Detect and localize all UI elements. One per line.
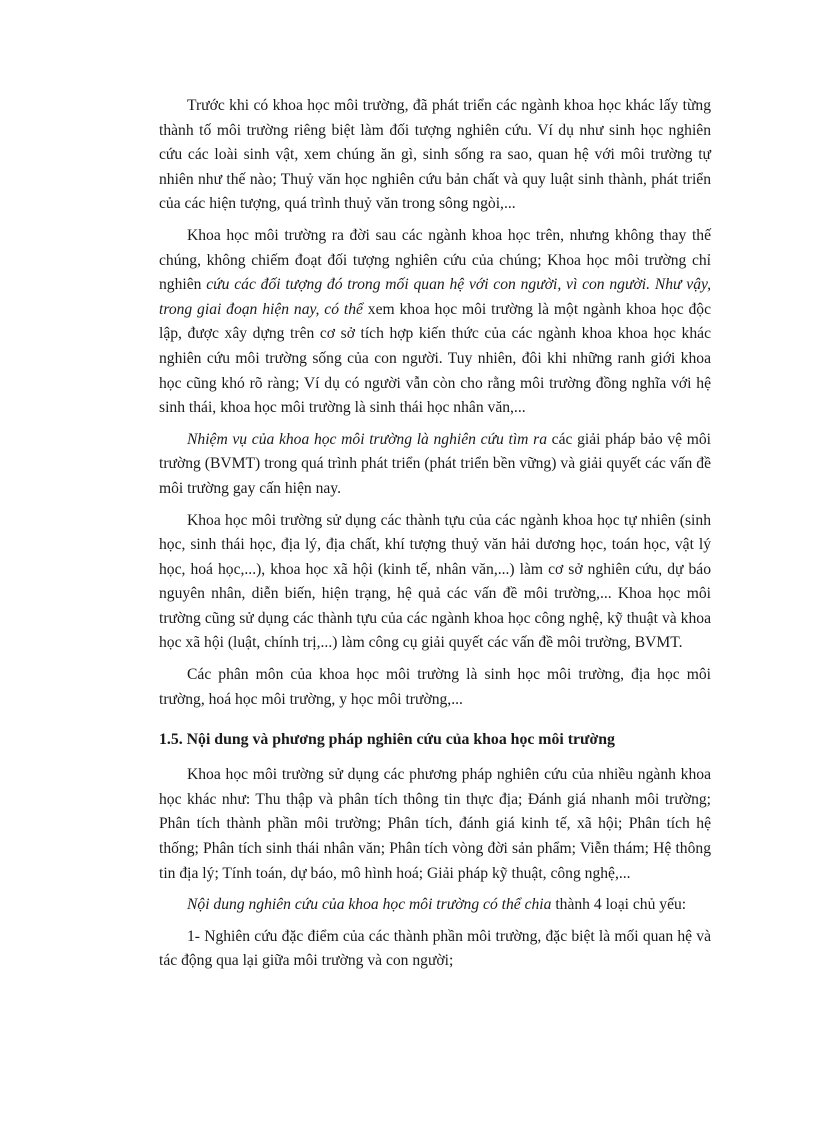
paragraph-5: Các phân môn của khoa học môi trường là sinh học môi trường, địa học môi trường, hoá học môi trường, y học môi trường,... bbox=[159, 666, 711, 708]
paragraph-7-text: thành 4 loại chủ yếu: bbox=[551, 896, 687, 914]
paragraph-8: 1- Nghiên cứu đặc điểm của các thành phần môi trường, đặc biệt là mối quan hệ và tác động qua lại giữa môi trường và con người; bbox=[159, 927, 711, 970]
paragraph-4: Khoa học môi trường sử dụng các thành tựu của các ngành khoa học tự nhiên (sinh học, sinh thái học, địa lý, địa chất, khí tượng thuỷ văn hải dương học, toán học, vật lý học, hoá học,...), khoa học xã hội (kinh tế, nhân văn,...) làm cơ sở nghiên cứu, dự báo nguyên nhân, diễn biến, hiện trạng, hệ quả các vấn đề môi trường,... Khoa học môi trường cũng sử dụng các thành tựu của các ngành khoa học công nghệ, kỹ thuật và khoa học xã hội (luật, chính trị,...) làm công cụ giải quyết các vấn đề môi trường, BVMT. bbox=[159, 511, 711, 652]
paragraph-3-text: các giải pháp bảo vệ môi trường (BVMT) trong quá trình phát triển (phát triển bền vững) và giải quyết các vấn đề môi trường gay cấn hiện nay. bbox=[159, 430, 711, 497]
paragraph-2-text-b: xem khoa học môi trường là một ngành khoa học độc lập, được xây dựng trên cơ sở tích hợp kiến thức của các ngành khoa khoa học khác nghiên cứu môi trường sống của con người. Tuy nhiên, đôi khi những ranh giới khoa học cũng khó rõ ràng; Ví dụ có người vẫn còn cho rằng môi trường đồng nghĩa với hệ sinh thái, khoa học môi trường là sinh thái học nhân văn,... bbox=[159, 300, 711, 417]
document-page bbox=[159, 94, 711, 981]
section-heading: 1.5. Nội dung và phương pháp nghiên cứu của khoa học môi trường bbox=[159, 731, 615, 749]
paragraph-3 bbox=[159, 428, 711, 502]
paragraph-2-text-a: Khoa học môi trường ra đời sau các ngành khoa học trên, nhưng không thay thế chúng, không chiếm đoạt đối tượng nghiên cứu của chúng; Khoa học môi trường chỉ nghiên bbox=[159, 226, 711, 294]
paragraph-1: Trước khi có khoa học môi trường, đã phát triển các ngành khoa học khác lấy từng thành tố môi trường riêng biệt làm đối tượng nghiên cứu. Ví dụ như sinh học nghiên cứu các loài sinh vật, xem chúng ăn gì, sinh sống ra sao, quan hệ với môi trường tự nhiên như thế nào; Thuỷ văn học nghiên cứu bản chất và quy luật sinh thành, phát triển của các hiện tượng, quá trình thuỷ văn trong sông ngòi,... bbox=[159, 97, 711, 213]
paragraph-7 bbox=[159, 893, 711, 918]
paragraph-2 bbox=[159, 224, 711, 421]
paragraph-2-italic: cứu các đối tượng đó trong mối quan hệ với con người, vì con người. Như vậy, trong giai đoạn hiện nay, có thể bbox=[159, 276, 711, 318]
paragraph-6: Khoa học môi trường sử dụng các phương pháp nghiên cứu của nhiều ngành khoa học khác như: Thu thập và phân tích thông tin thực địa; Đánh giá nhanh môi trường; Phân tích thành phần môi trường; Phân tích, đánh giá kinh tế, xã hội; Phân tích hệ thống; Phân tích sinh thái nhân văn; Phân tích vòng đời sản phẩm; Viễn thám; Hệ thông tin địa lý; Tính toán, dự báo, mô hình hoá; Giải pháp kỹ thuật, công nghệ,... bbox=[159, 766, 711, 882]
paragraph-3-italic: Nhiệm vụ của khoa học môi trường là nghiên cứu tìm ra bbox=[187, 430, 547, 448]
paragraph-7-italic: Nội dung nghiên cứu của khoa học môi trường có thể chia bbox=[187, 896, 552, 914]
